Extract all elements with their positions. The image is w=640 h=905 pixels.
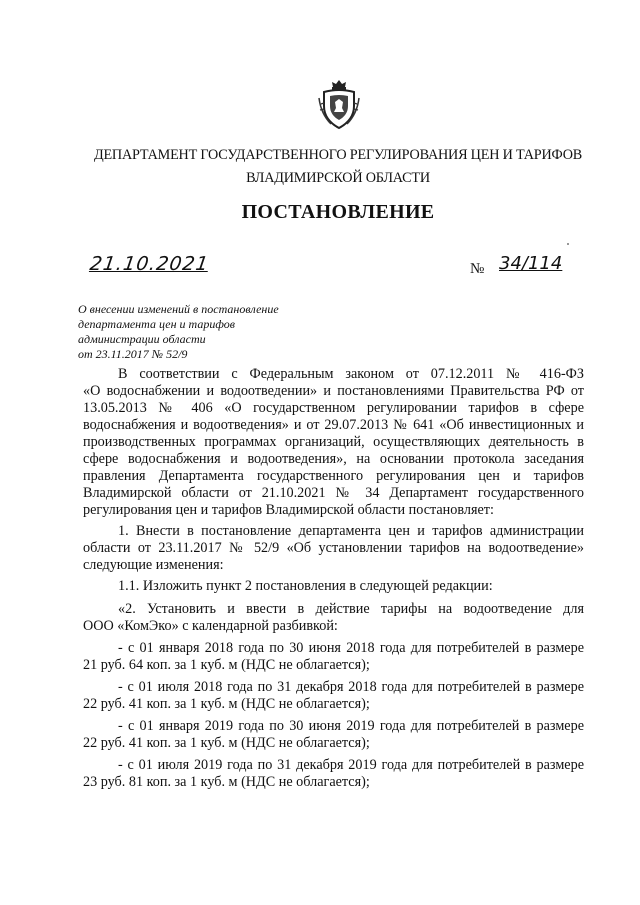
body-line: следующие изменения: bbox=[83, 557, 224, 573]
document-type-title: ПОСТАНОВЛЕНИЕ bbox=[241, 201, 435, 223]
body-line: 1.1. Изложить пункт 2 постановления в следующей редакции: bbox=[118, 578, 493, 594]
handwritten-number: 34/114 bbox=[499, 253, 563, 274]
subject-line: О внесении изменений в постановление bbox=[78, 302, 279, 316]
body-line: - с 01 июля 2018 года по 31 декабря 2018 года для потребителей в размере bbox=[118, 679, 584, 695]
body-line: регулирования цен и тарифов Владимирской области постановляет: bbox=[83, 502, 494, 518]
body-line: Владимирской области от 21.10.2021 № 34 Департамент государственного bbox=[83, 485, 584, 501]
body-line: «2. Установить и ввести в действие тарифы на водоотведение для bbox=[118, 601, 584, 617]
subject-line: от 23.11.2017 № 52/9 bbox=[78, 347, 188, 361]
handwritten-date: 21.10.2021 bbox=[88, 253, 211, 275]
body-line: 22 руб. 41 коп. за 1 куб. м (НДС не облагается); bbox=[83, 696, 370, 712]
department-region: ВЛАДИМИРСКОЙ ОБЛАСТИ bbox=[246, 170, 430, 186]
coat-of-arms-icon bbox=[318, 78, 360, 130]
document-subject bbox=[78, 302, 338, 362]
body-line: В соответствии с Федеральным законом от 07.12.2011 № 416-ФЗ bbox=[118, 366, 584, 382]
body-line: области от 23.11.2017 № 52/9 «Об установлении тарифов на водоотведение» bbox=[83, 540, 584, 556]
body-line: 1. Внести в постановление департамента цен и тарифов администрации bbox=[118, 523, 584, 539]
body-line: - с 01 января 2018 года по 30 июня 2018 года для потребителей в размере bbox=[118, 640, 584, 656]
body-line: ООО «КомЭко» с календарной разбивкой: bbox=[83, 618, 338, 634]
subject-line: департамента цен и тарифов bbox=[78, 317, 235, 331]
body-line: 13.05.2013 № 406 «О государственном регулировании тарифов в сфере bbox=[83, 400, 584, 416]
body-line: 23 руб. 81 коп. за 1 куб. м (НДС не облагается); bbox=[83, 774, 370, 790]
body-line: - с 01 января 2019 года по 30 июня 2019 года для потребителей в размере bbox=[118, 718, 584, 734]
body-line: 22 руб. 41 коп. за 1 куб. м (НДС не облагается); bbox=[83, 735, 370, 751]
body-line: правления Департамента государственного регулирования цен и тарифов bbox=[83, 468, 584, 484]
body-line: 21 руб. 64 коп. за 1 куб. м (НДС не облагается); bbox=[83, 657, 370, 673]
body-line: сфере водоснабжения и водоотведения», на основании протокола заседания bbox=[83, 451, 584, 467]
number-sign: № bbox=[470, 261, 485, 277]
body-line: производственных программах организаций, осуществляющих деятельность в bbox=[83, 434, 584, 450]
body-line: «О водоснабжении и водоотведении» и постановлениями Правительства РФ от bbox=[83, 383, 584, 399]
department-name: ДЕПАРТАМЕНТ ГОСУДАРСТВЕННОГО РЕГУЛИРОВАНИЯ ЦЕН И ТАРИФОВ bbox=[93, 147, 583, 163]
body-line: водоснабжения и водоотведения» и от 29.07.2013 № 641 «Об инвестиционных и bbox=[83, 417, 584, 433]
body-line: - с 01 июля 2019 года по 31 декабря 2019 года для потребителей в размере bbox=[118, 757, 584, 773]
scan-speck bbox=[567, 243, 569, 245]
subject-line: администрации области bbox=[78, 332, 206, 346]
